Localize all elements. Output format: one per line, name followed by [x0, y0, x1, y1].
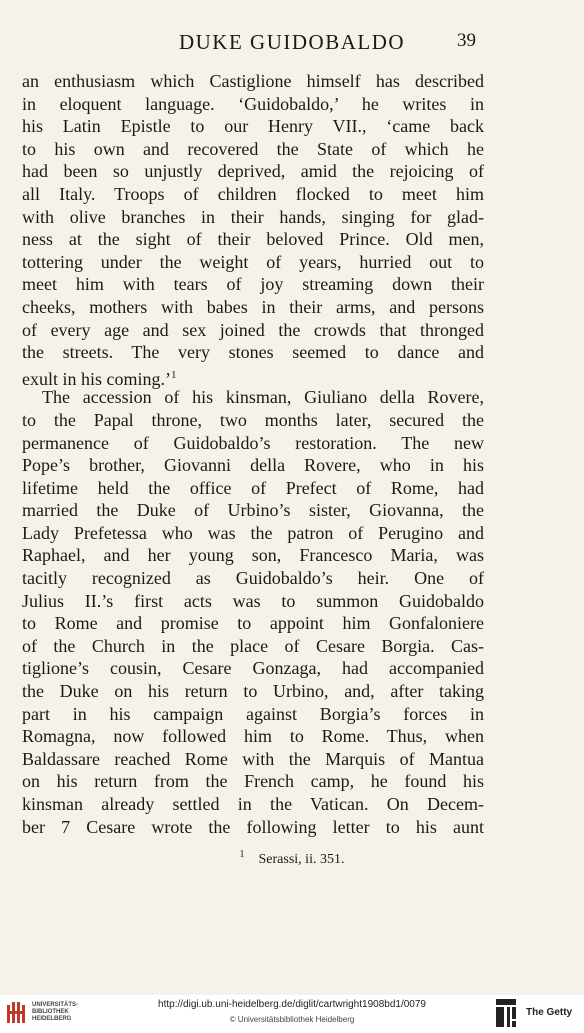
library-name-line: HEIDELBERG [32, 1016, 72, 1022]
copyright-notice: © Universitätsbibliothek Heidelberg [229, 1015, 355, 1024]
text-line: all Italy. Troops of children flocked to meet him [22, 183, 484, 204]
text-line: the streets. The very stones seemed to dance and [22, 342, 484, 363]
text-line: on his return from the French camp, he found his [22, 771, 484, 792]
text-line: had been so unjustly deprived, amid the rejoicing of [22, 161, 484, 182]
library-name-line: BIBLIOTHEK [32, 1009, 69, 1015]
text-line: permanence of Guidobaldo’s restoration. The new [22, 432, 484, 453]
text-line: ber 7 Cesare wrote the following letter to his aunt [22, 816, 484, 837]
text-line: Baldassare reached Rome with the Marquis of Mantua [22, 748, 484, 769]
text-line: to Rome and promise to appoint him Gonfaloniere [22, 613, 484, 634]
footnote [0, 849, 584, 868]
text-line: married the Duke of Urbino’s sister, Giovanna, the [22, 500, 484, 521]
text-line: meet him with tears of joy streaming down their [22, 274, 484, 295]
text-line: tacitly recognized as Guidobaldo’s heir. One of [22, 568, 484, 589]
running-header-title: DUKE GUIDOBALDO [178, 30, 406, 54]
footnote-reference: 1 [170, 368, 177, 381]
text-line [22, 364, 484, 387]
footnote-text: Serassi, ii. 351. [258, 851, 345, 867]
text-line: his Latin Epistle to our Henry VII., ‘came back [22, 116, 484, 137]
text-line: the Duke on his return to Urbino, and, after taking [22, 681, 484, 702]
text-line: Pope’s brother, Giovanni della Rovere, who in his [22, 455, 484, 476]
text-line: part in his campaign against Borgia’s forces in [22, 703, 484, 724]
text-line: Julius II.’s first acts was to summon Guidobaldo [22, 590, 484, 611]
text-line: ness at the sight of their beloved Prince. Old men, [22, 229, 484, 250]
library-name-line: UNIVERSITÄTS- [32, 1002, 79, 1008]
text-line: to the Papal throne, two months later, secured the [22, 409, 484, 430]
viewer-footer [0, 995, 584, 1033]
permalink-url[interactable]: http://digi.ub.uni-heidelberg.de/diglit/cartwright1908bd1/0079 [158, 999, 426, 1010]
text-line: Raphael, and her young son, Francesco Maria, was [22, 545, 484, 566]
text-line: kinsman already settled in the Vatican. On Decem- [22, 794, 484, 814]
text-line: lifetime held the office of Prefect of Rome, had [22, 477, 484, 498]
footnote-marker: 1 [239, 849, 245, 860]
getty-logo-icon[interactable] [495, 998, 517, 1028]
text-line: The accession of his kinsman, Giuliano della Rovere, [42, 387, 484, 408]
sponsor-name: The Getty [526, 1007, 573, 1018]
text-line: Lady Prefetessa who was the patron of Perugino and [22, 522, 484, 543]
text-line: tiglione’s cousin, Cesare Gonzaga, had accompanied [22, 658, 484, 679]
text-line: an enthusiasm which Castiglione himself has described [22, 71, 484, 91]
text-line: with olive branches in their hands, singing for glad- [22, 206, 484, 227]
text-line: cheeks, mothers with babes in their arms, and persons [22, 296, 484, 317]
text-line: Romagna, now followed him to Rome. Thus, when [22, 726, 484, 747]
text-line: of every age and sex joined the crowds that thronged [22, 319, 484, 340]
text-line: to his own and recovered the State of which he [22, 138, 484, 159]
body-text [22, 70, 484, 838]
text-line: tottering under the weight of years, hurried out to [22, 251, 484, 272]
text-line: in eloquent language. ‘Guidobaldo,’ he writes in [22, 93, 484, 114]
text-line-content: exult in his coming.’ [22, 368, 171, 389]
page-number: 39 [457, 30, 476, 51]
text-line: of the Church in the place of Cesare Borgia. Cas- [22, 635, 484, 656]
